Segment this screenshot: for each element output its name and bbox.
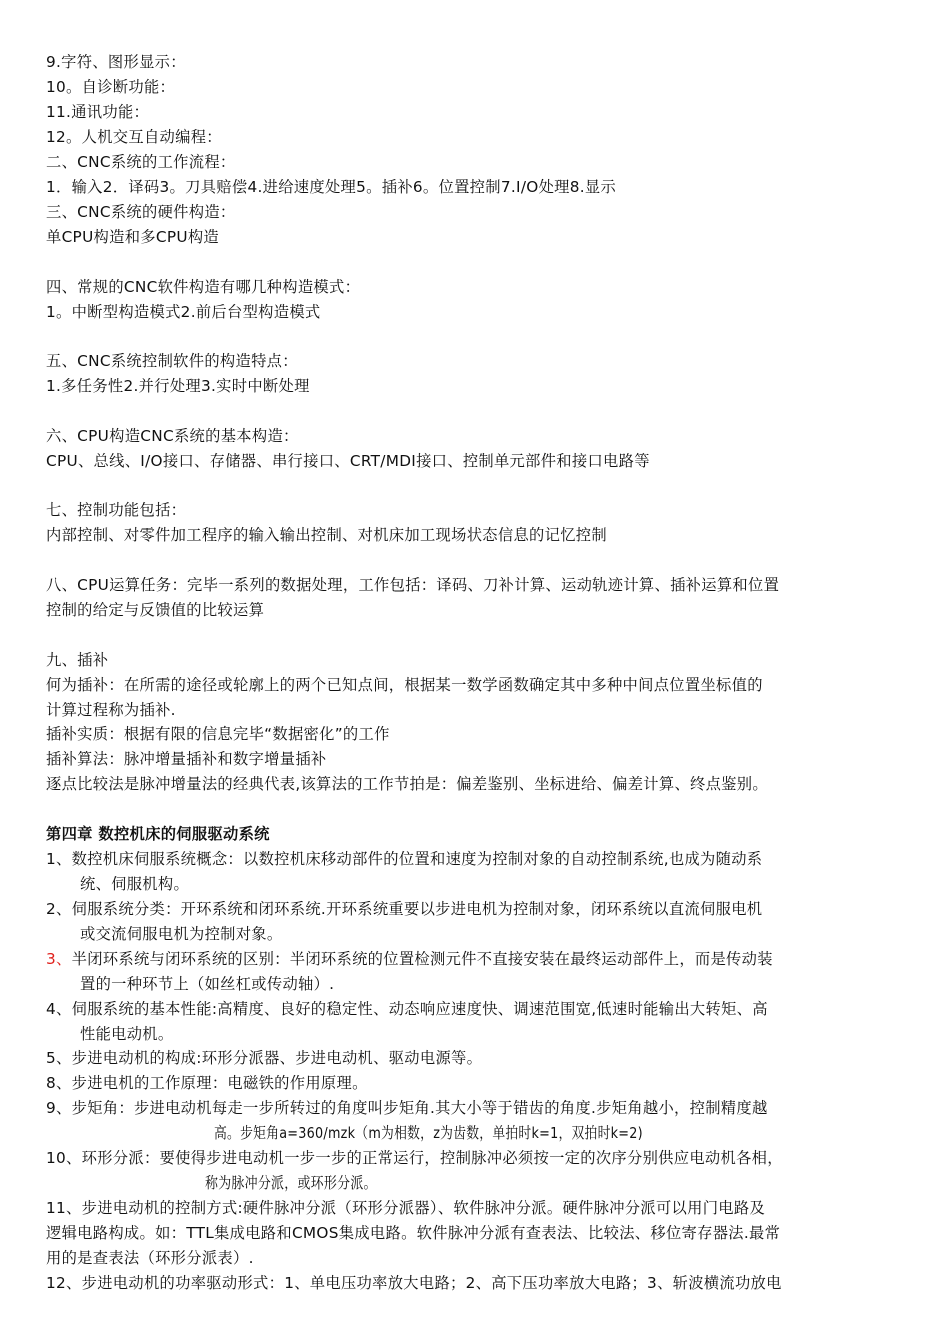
item-text: 伺服系统分类：开环系统和闭环系统.开环系统重要以步进电机为控制对象，闭环系统以直流伺服电机 [71,900,763,918]
item-continuation: 统、伺服机构。 [80,875,190,893]
item-continuation: 或交流伺服电机为控制对象。 [80,925,283,943]
item-text: 步进电机的工作原理：电磁铁的作用原理。 [71,1074,368,1092]
item-text: 数控机床伺服系统概念：以数控机床移动部件的位置和速度为控制对象的自动控制系统,也成为随动系 [71,850,763,868]
section-heading: 九、插补 [46,651,109,669]
list-item [46,897,904,922]
text-line: 逻辑电路构成。如：TTL集成电路和CMOS集成电路。软件脉冲分派有查表法、比较法、移位寄存器法.最常 [46,1224,781,1242]
section-heading: 八、CPU运算任务：完毕一系列的数据处理，工作包括：译码、刀补计算、运动轨迹计算、插补运算和位置 [46,576,780,594]
text-line: 1.多任务性2.并行处理3.实时中断处理 [46,377,310,395]
list-item [46,1146,904,1171]
item-text: 半闭环系统与闭环系统的区别：半闭环系统的位置检测元件不直接安装在最终运动部件上，而是传动装 [71,950,773,968]
list-item [46,1046,904,1071]
item-number: 4、 [46,1000,72,1018]
section-heading: 六、CPU构造CNC系统的基本构造： [46,427,299,445]
text-line: 内部控制、对零件加工程序的输入输出控制、对机床加工现场状态信息的记忆控制 [46,526,607,544]
text-line: 11.通讯功能： [46,103,150,121]
section-heading: 五、CNC系统控制软件的构造特点： [46,352,298,370]
item-number: 9、 [46,1099,72,1117]
text-line: 插补算法：脉冲增量插补和数字增量插补 [46,750,327,768]
section-heading: 三、CNC系统的硬件构造： [46,203,236,221]
item-continuation: 性能电动机。 [80,1025,174,1043]
text-line: 计算过程称为插补. [46,701,176,719]
item-number: 2、 [46,900,72,918]
list-item [46,847,904,872]
text-line: 何为插补：在所需的途径或轮廓上的两个已知点间，根据某一数学函数确定其中多种中间点位置坐标值的 [46,676,763,694]
item-continuation: 置的一种环节上（如丝杠或传动轴）. [80,975,335,993]
text-line: 用的是查表法（环形分派表）. [46,1249,254,1267]
section-heading: 二、CNC系统的工作流程： [46,153,236,171]
section-heading: 七、控制功能包括： [46,501,187,519]
item-text: 伺服系统的基本性能:高精度、良好的稳定性、动态响应速度快、调速范围宽,低速时能输出大转矩、高 [71,1000,768,1018]
text-line: 11、步进电动机的控制方式:硬件脉冲分派（环形分派器）、软件脉冲分派。硬件脉冲分派可以用门电路及 [46,1199,766,1217]
text-line: 12、步进电动机的功率驱动形式：1、单电压功率放大电路；2、高下压功率放大电路；3、斩波横流功放电 [46,1274,782,1292]
text-line: CPU、总线、I/O接口、存储器、串行接口、CRT/MDI接口、控制单元部件和接口电路等 [46,452,650,470]
list-item [46,997,904,1022]
section-heading: 四、常规的CNC软件构造有哪几种构造模式： [46,278,361,296]
list-item [46,1071,904,1096]
item-number: 8、 [46,1074,72,1092]
item-text: 步矩角：步进电动机每走一步所转过的角度叫步矩角.其大小等于错齿的角度.步矩角越小，控制精度越 [71,1099,768,1117]
text-line: 逐点比较法是脉冲增量法的经典代表,该算法的工作节拍是：偏差鉴别、坐标进给、偏差计算、终点鉴别。 [46,775,768,793]
text-line: 单CPU构造和多CPU构造 [46,228,220,246]
text-line: 控制的给定与反馈值的比较运算 [46,601,265,619]
chapter-title: 第四章 数控机床的伺服驱动系统 [46,825,270,843]
text-line: 10。自诊断功能： [46,78,176,96]
item-continuation: 高。步矩角a=360/mzk（m为相数，z为齿数，单拍时k=1，双拍时k=2) [214,1124,643,1142]
item-number: 5、 [46,1049,72,1067]
item-continuation: 称为脉冲分派，或环形分派。 [205,1174,377,1192]
list-item [46,1096,904,1121]
item-number: 10、 [46,1149,82,1167]
item-text: 步进电动机的构成:环形分派器、步进电动机、驱动电源等。 [71,1049,483,1067]
text-line: 1．输入2．译码3。刀具赔偿4.进给速度处理5。插补6。位置控制7.I/O处理8.显示 [46,178,617,196]
item-text: 环形分派：要使得步进电动机一步一步的正常运行，控制脉冲必须按一定的次序分别供应电动机各相， [81,1149,783,1167]
text-line: 1。中断型构造模式2.前后台型构造模式 [46,303,321,321]
text-line: 插补实质：根据有限的信息完毕“数据密化”的工作 [46,725,390,743]
text-line: 12。人机交互自动编程： [46,128,222,146]
list-item [46,947,904,972]
item-number-highlighted: 3、 [46,950,72,968]
item-number: 1、 [46,850,72,868]
text-line: 9.字符、图形显示： [46,53,186,71]
